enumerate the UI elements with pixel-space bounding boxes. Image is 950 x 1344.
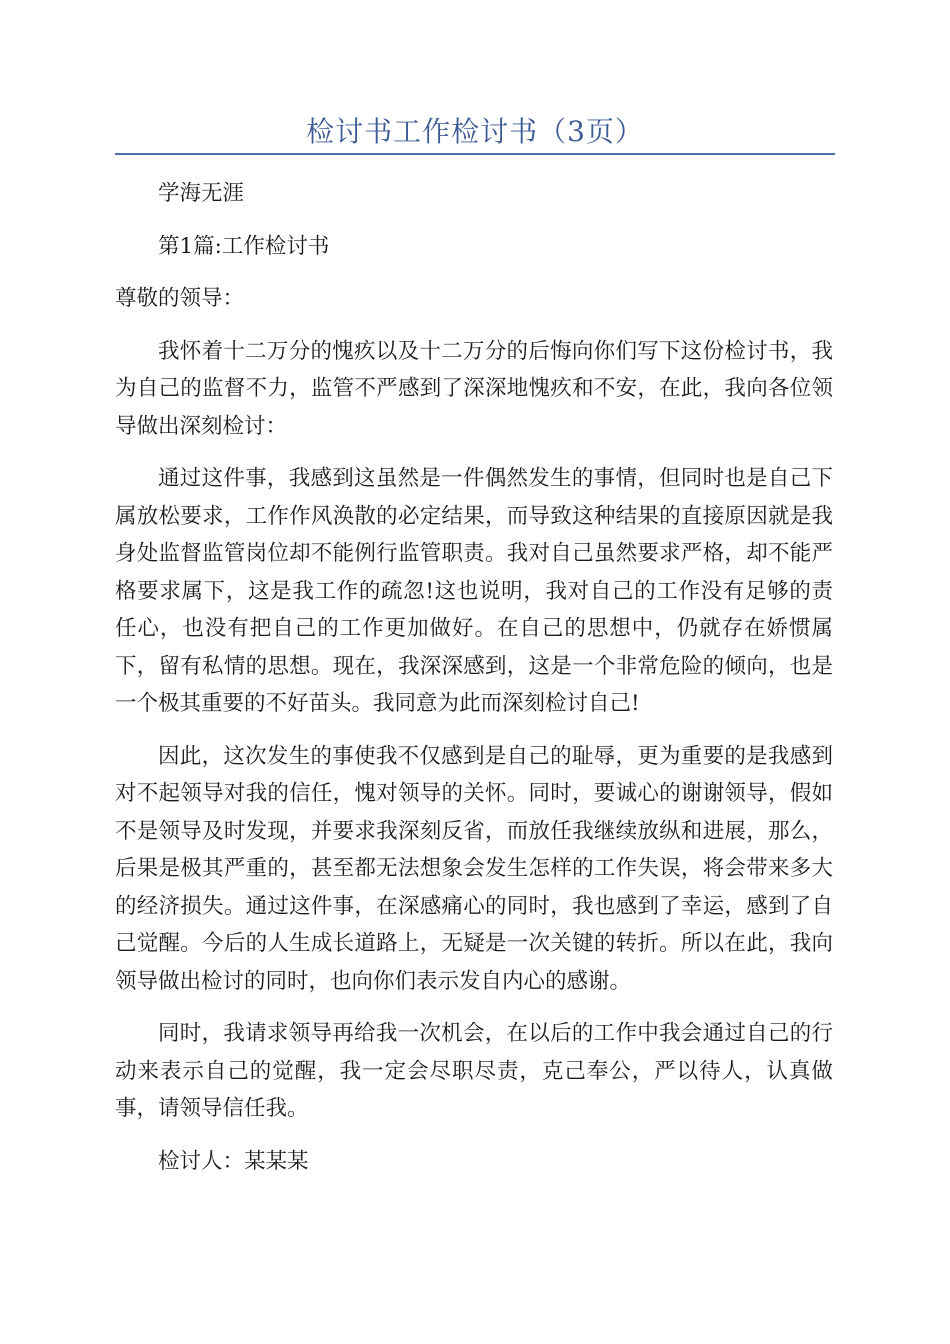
- paragraph-request: 同时，我请求领导再给我一次机会，在以后的工作中我会通过自己的行动来表示自己的觉醒，我一定会尽职尽责，克己奉公，严以待人，认真做事，请领导信任我。: [115, 1021, 833, 1121]
- paragraph-signature: 检讨人：某某某: [158, 1148, 309, 1174]
- paragraph-gratitude: 因此，这次发生的事使我不仅感到是自己的耻辱，更为重要的是我感到对不起领导对我的信任，愧对领导的关怀。同时，要诚心的谢谢领导，假如不是领导及时发现，并要求我深刻反省，而放任我继续放纵和进展，那么，后果是极其严重的，甚至都无法想象会发生怎样的工作失误，将会带来多大的经济损失。通过这件事，在深感痛心的同时，我也感到了幸运，感到了自己觉醒。今后的人生成长道路上，无疑是一次关键的转折。所以在此，我向领导做出检讨的同时，也向你们表示发自内心的感谢。: [115, 743, 833, 994]
- document-title: 检讨书工作检讨书（3页）: [306, 115, 644, 148]
- document-body: [115, 175, 833, 1195]
- paragraph-motto: 学海无涯: [158, 181, 245, 206]
- paragraph-reflection: 通过这件事，我感到这虽然是一件偶然发生的事情，但同时也是自己下属放松要求，工作作风涣散的必定结果，而导致这种结果的直接原因就是我身处监督监管岗位却不能例行监管职责。我对自己虽然要求严格，却不能严格要求属下，这是我工作的疏忽!这也说明，我对自己的工作没有足够的责任心，也没有把自己的工作更加做好。在自己的思想中，仍就存在娇惯属下，留有私情的思想。现在，我深深感到，这是一个非常危险的倾向，也是一个极其重要的不好苗头。我同意为此而深刻检讨自己!: [115, 466, 833, 716]
- paragraph-salutation: 尊敬的领导：: [115, 286, 245, 311]
- paragraph-section-heading: 第1篇:工作检讨书: [158, 233, 330, 259]
- title-underline: [115, 153, 835, 155]
- paragraph-opening: 我怀着十二万分的愧疚以及十二万分的后悔向你们写下这份检讨书，我为自己的监督不力，监管不严感到了深深地愧疚和不安，在此，我向各位领导做出深刻检讨：: [115, 338, 833, 439]
